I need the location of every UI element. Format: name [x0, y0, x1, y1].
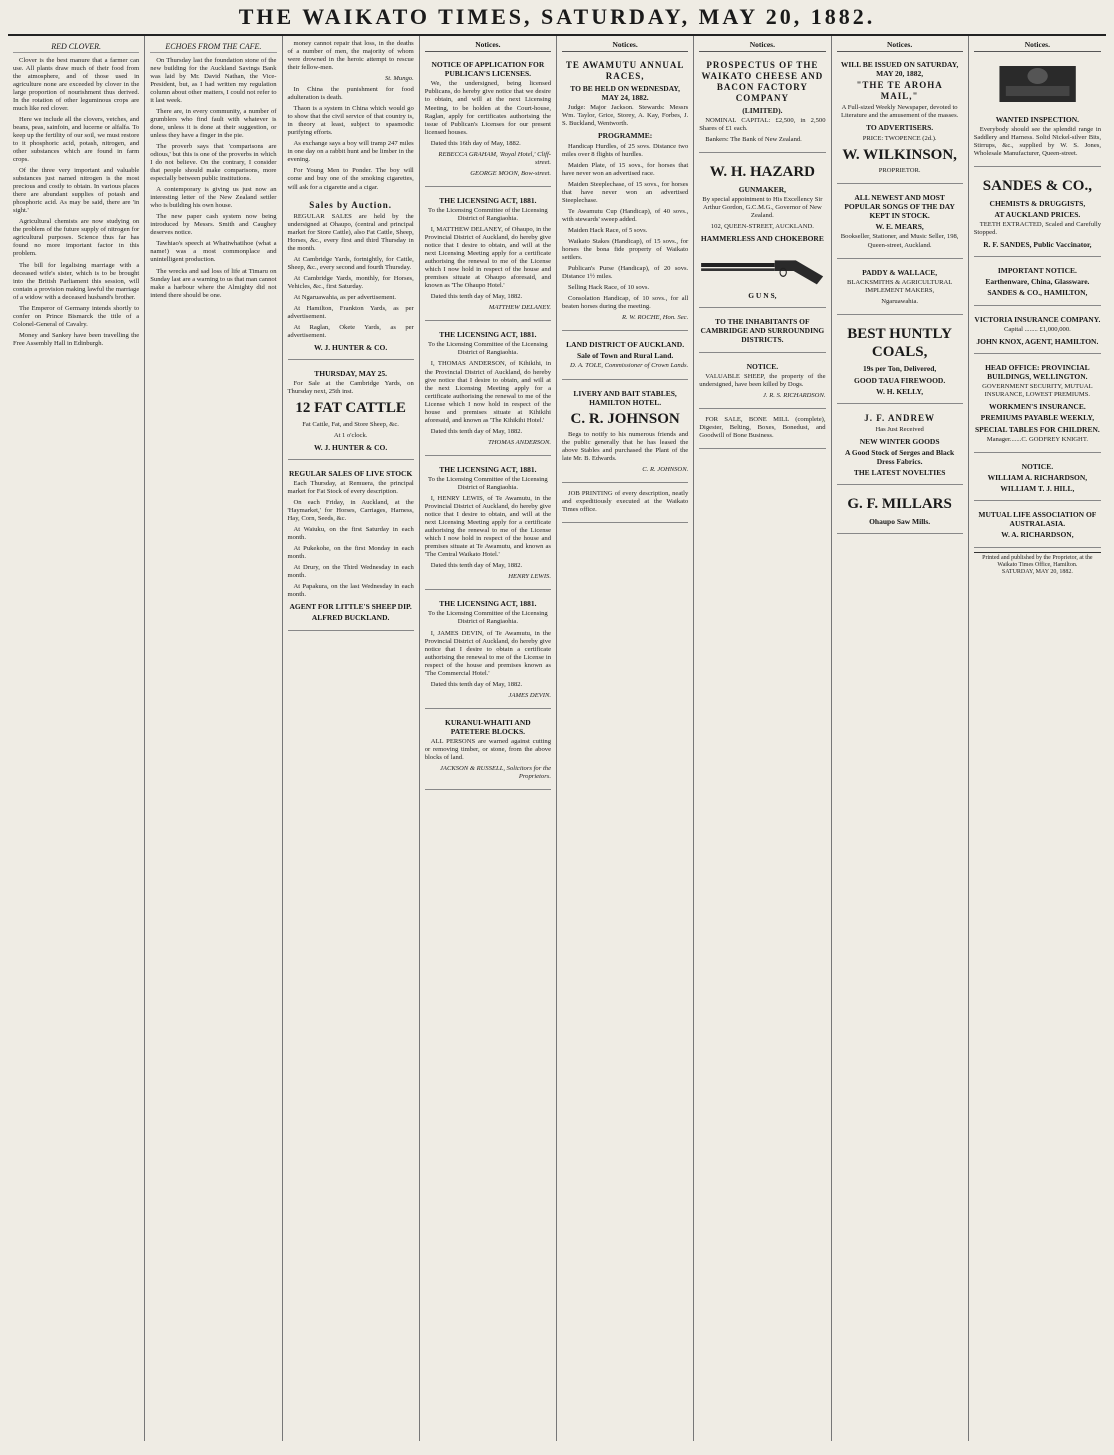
article-title: ECHOES FROM THE CAFE.: [150, 42, 276, 53]
column-1: [8, 36, 145, 1441]
advertiser-name: J. F. ANDREW: [864, 412, 935, 423]
drapery-ad: [837, 408, 963, 486]
address: 102, QUEEN-STREET, AUCKLAND.: [710, 222, 814, 230]
column-2: [145, 36, 282, 1441]
imprint-text: Printed and published by the Proprietor, at the Waikato Times Office, Hamilton.: [982, 554, 1093, 568]
column-heading: Notices.: [974, 40, 1101, 52]
section-heading: REGULAR SALES OF LIVE STOCK: [288, 468, 413, 478]
agent-notice: [974, 457, 1101, 501]
notice-subtitle: (LIMITED).: [742, 106, 783, 116]
advertiser-name: PADDY & WALLACE,: [862, 267, 938, 277]
paragraph: At Hamilton, Frankton Yards, as per advertisement.: [287, 304, 414, 320]
section-heading: Sales by Auction.: [309, 199, 392, 210]
coal-ad: [837, 319, 963, 404]
earthenware-ad: [974, 261, 1101, 305]
notice-title: THE LICENSING ACT, 1881.: [439, 599, 537, 609]
notice-title: VICTORIA INSURANCE COMPANY.: [974, 314, 1101, 324]
blacksmith-ad: [837, 263, 963, 315]
advertiser-name: R. F. SANDES, Public Vaccinator,: [983, 240, 1092, 250]
advertiser-name: W. A. RICHARDSON,: [1001, 530, 1074, 540]
paragraph: In China the punishment for food adulteration is death.: [287, 86, 414, 102]
advertiser-name: SANDES & CO.,: [982, 178, 1092, 195]
paragraph: Begs to notify to his numerous friends and the public generally that he has leased the above Stables and purchased the Plant of the late Mr. B. Edwards.: [562, 431, 689, 463]
notice-subtitle: A Good Stock of Serges and Black Dress Fabrics.: [845, 447, 955, 467]
notice-subtitle: HAMMERLESS AND CHOKEBORE: [700, 233, 824, 243]
notice-subtitle: SPECIAL TABLES FOR CHILDREN.: [974, 424, 1100, 434]
columns: [8, 36, 1106, 1441]
mutual-life-ad: [974, 505, 1101, 547]
paragraph: JOB PRINTING of every description, neatly and expeditiously executed at the Waikato Times office.: [562, 490, 689, 514]
paragraph: At Cambridge Yards, fortnightly, for Cattle, Sheep, &c., every second and fourth Thursday.: [287, 255, 414, 271]
notice-title: WANTED INSPECTION.: [995, 115, 1080, 125]
sale-ad: [288, 364, 414, 460]
auctioneer-name: ALFRED BUCKLAND.: [311, 613, 390, 623]
article-title: RED CLOVER.: [13, 42, 139, 53]
paragraph: Here we include all the clovers, vetches, and beans, peas, sainfoin, and lucerne or alfalfa. To keep up the fertility of our soil, we must restore to it phosphoric acid, potash, nitrogen, and other substances which are found in farm crops.: [13, 115, 140, 164]
column-heading: Notices.: [425, 40, 551, 52]
programme-heading: PROGRAMME:: [598, 131, 653, 141]
price: PRICE: TWOPENCE (2d.).: [862, 134, 937, 142]
notice-title: NOTICE OF APPLICATION FOR PUBLICAN'S LICENSES.: [431, 60, 545, 79]
paragraph: Dated this tenth day of May, 1882.: [430, 293, 523, 301]
saddlery-ad: [974, 110, 1101, 167]
paragraph: VALUABLE SHEEP, the property of the undersigned, have been killed by Dogs.: [699, 372, 826, 388]
notice-title: BEST HUNTLY COALS,: [847, 325, 952, 361]
saddlery-illustration: [974, 56, 1101, 106]
race-event: Maiden Steeplechase, of 15 sovs., for horses that have never won an advertised Steeplechase.: [562, 180, 689, 204]
paragraph: Judge: Major Jackson. Stewards: Messrs Wm. Taylor, Grice, Storey, A. Kay, Forbes, J. S. Buckland, Wentworth.: [562, 104, 689, 128]
gunmaker-ad: [699, 157, 825, 308]
advertiser-name: W. H. HAZARD: [709, 164, 816, 181]
inhabitants-notice: [699, 312, 825, 352]
paragraph: The proverb says that 'comparisons are odious,' but this is one of the proverbs in which I do not believe. On the contrary, I consider that people should make comparisons, more especially between public institutions.: [150, 143, 277, 183]
paragraph: FOR SALE, BONE MILL (complete), Digester, Belting, Boxes, Bonedust, and Goodwill of Bone Business.: [699, 415, 826, 439]
paragraph: We, the undersigned, being licensed Publicans, do hereby give notice that we desire to obtain, and will at the next Licensing Meeting, to be holden at the Court-house, Raglan, apply for certificates authorising the issue of Publican's Licenses for our present licensed houses.: [424, 80, 551, 136]
licensing-notice: [425, 594, 551, 708]
masthead: THE WAIKATO TIMES, SATURDAY, MAY 20, 1882.: [8, 0, 1106, 36]
notice-title: NOTICE.: [1021, 461, 1054, 471]
paragraph: TEETH EXTRACTED, Scaled and Carefully Stopped.: [973, 220, 1101, 237]
race-event: Publican's Purse (Handicap), of 20 sovs. Distance 1½ miles.: [562, 265, 689, 281]
insurance-ad: [974, 310, 1101, 354]
paragraph: At Raglan, Okete Yards, as per advertisement.: [287, 323, 414, 339]
publican-notice: [425, 55, 551, 187]
sheep-notice: [699, 357, 825, 409]
race-event: Consolation Handicap, of 10 sovs., for all beaten horses during the meeting.: [562, 295, 689, 311]
notice-subtitle: PREMIUMS PAYABLE WEEKLY,: [980, 413, 1095, 423]
notice-title: MUTUAL LIFE ASSOCIATION OF AUSTRALASIA.: [978, 510, 1097, 529]
paragraph: Thaon is a system in China which would go to show that the civil service of that country is, in theory at least, subject to spasmodic purifying efforts.: [287, 105, 414, 137]
paragraph: At Ngaruawahia, as per advertisement.: [293, 293, 397, 301]
notice-subtitle: GUNMAKER,: [738, 184, 787, 194]
paragraph: GOVERNMENT SECURITY, MUTUAL INSURANCE, LOWEST PREMIUMS.: [982, 383, 1093, 399]
column-heading: Notices.: [699, 40, 825, 52]
notice-title: ALL NEWEST AND MOST POPULAR SONGS OF THE DAY KEPT IN STOCK.: [844, 192, 955, 221]
paragraph: For Sale at the Cambridge Yards, on Thursday next, 25th inst.: [287, 380, 414, 396]
column-7: [832, 36, 969, 1441]
notice-subtitle: TO BE HELD ON WEDNESDAY, MAY 24, 1882.: [570, 84, 681, 103]
paragraph: The new paper cash system now being introduced by Messrs. Smith and Caughey deserves notice.: [150, 213, 277, 237]
notice-subtitle: TO ADVERTISERS.: [866, 123, 934, 133]
notice-subtitle: NEW WINTER GOODS: [859, 436, 940, 446]
notice-title: LAND DISTRICT OF AUCKLAND.: [566, 340, 685, 350]
paragraph: Money and Sankey have been travelling the Free Assembly Hall in Edinburgh.: [13, 331, 140, 347]
paragraph: BLACKSMITHS & AGRICULTURAL IMPLEMENT MAKERS,: [846, 278, 953, 294]
licensing-notice: [425, 191, 551, 322]
livestock-ad: [288, 464, 414, 631]
signature: MATTHEW DELANEY.: [488, 304, 551, 312]
paragraph: As exchange says a boy will tramp 247 miles in one day on a rabbit hunt and be limber in the evening.: [287, 140, 414, 164]
column-4: [420, 36, 557, 1441]
paragraph: Dated this tenth day of May, 1882.: [430, 680, 523, 688]
capital: Capital ........ £1,000,000.: [1003, 325, 1071, 333]
price: 19s per Ton, Delivered,: [862, 364, 937, 374]
notice-title: THE LICENSING ACT, 1881.: [439, 195, 537, 205]
paragraph: Dated this tenth day of May, 1882.: [430, 562, 523, 570]
chemist-ad: [974, 171, 1101, 257]
auctioneer-name: W. J. HUNTER & CO.: [313, 442, 388, 452]
advertiser-name: G. F. MILLARS: [847, 496, 952, 513]
sale-headline: 12 FAT CATTLE: [295, 400, 406, 417]
notice-title: THE LICENSING ACT, 1881.: [439, 330, 537, 340]
songs-ad: [837, 188, 963, 259]
advertiser-name: C. R. JOHNSON: [570, 410, 680, 427]
paragraph: A Full-sized Weekly Newspaper, devoted to Literature and the amusement of the masses.: [840, 104, 959, 120]
advertiser-name: JOHN KNOX, AGENT, HAMILTON.: [976, 336, 1099, 346]
paragraph: To the Licensing Committee of the Licensing District of Rangiaohia.: [428, 610, 548, 626]
paragraph: I, HENRY LEWIS, of Te Awamutu, in the Provincial District of Auckland, do hereby give notice that I desire to obtain, and will at the next Licensing Meeting apply for a certificate authorising the renewal to me of the License which I now hold in respect of the house and premises situate at Te Awamutu, and known as 'The Central Waikato Hotel.': [424, 495, 551, 559]
paragraph: Each Thursday, at Remuera, the principal market for Fat Stock of every description.: [287, 479, 414, 495]
notice-subtitle: GOOD TAUA FIREWOOD.: [854, 375, 946, 385]
notice-subtitle: WORKMEN'S INSURANCE.: [989, 402, 1086, 412]
paragraph: For Young Men to Ponder. The boy will come and buy one of the smoking cigarettes, will ask for a cigarette and a cigar.: [287, 167, 414, 191]
location: Ngaruawahia.: [881, 297, 919, 305]
column-heading: Notices.: [837, 40, 963, 52]
paragraph: Agricultural chemists are now studying on the problem of the future supply of nitrogen for agricultural purposes. Science thus far has found no more important factor in this problem.: [13, 218, 140, 258]
paragraph: I, JAMES DEVIN, of Te Awamutu, in the Provincial District of Auckland, do hereby give notice that I desire to obtain a certificate authorising the renewal to me of the License in respect of the house and premises known as 'The Commercial Hotel.': [424, 629, 551, 677]
paragraph: At Drury, on the Third Wednesday in each month.: [287, 564, 414, 580]
notice-title: TO THE INHABITANTS OF CAMBRIDGE AND SURROUNDING DISTRICTS.: [700, 317, 825, 345]
races-ad: [562, 55, 688, 331]
imprint: [974, 552, 1101, 577]
paragraph: At Pukekohe, on the first Monday in each month.: [287, 545, 414, 561]
advertiser-name: SANDES & CO., HAMILTON,: [987, 288, 1088, 298]
paragraph: The Emperor of Germany intends shortly to confer on Prince Bismarck the title of a Colonel-General of Cavalry.: [13, 304, 140, 328]
column-6: [694, 36, 831, 1441]
race-event: Maiden Hack Race, of 5 sovs.: [568, 226, 648, 234]
advertiser-name: WILLIAM A. RICHARDSON,: [987, 472, 1088, 482]
shotgun-illustration: [699, 247, 825, 287]
signature: J. R. S. RICHARDSON.: [763, 391, 826, 399]
paragraph: Fat Cattle, Fat, and Store Sheep, &c.: [302, 420, 399, 428]
livery-ad: [562, 384, 688, 484]
timber-ad: [837, 489, 963, 533]
race-event: Selling Hack Race, of 10 sovs.: [568, 284, 650, 292]
signature: R. W. ROCHE, Hon. Sec.: [622, 314, 689, 322]
paragraph: Tawhiao's speech at Whatiwhatihoe (what a name!) was a most commonplace and unintelligent production.: [150, 240, 277, 264]
timber-warning: [425, 713, 551, 790]
notice-title: HEAD OFFICE: PROVINCIAL BUILDINGS, WELLINGTON.: [985, 362, 1090, 382]
advertiser-name: W. E. MEARS,: [875, 222, 924, 232]
advertiser-name: W. H. KELLY,: [876, 386, 924, 396]
paragraph: Bankers: The Bank of New Zealand.: [705, 136, 802, 144]
notice-title: KURANUI-WHAITI AND PATETERE BLOCKS.: [445, 717, 531, 736]
paragraph: REGULAR SALES are held by the undersigned at Ohaupo, (central and principal market for Store Cattle), also Fat Cattle, Sheep, Horses, &c., every first and third Thursday in the month.: [287, 212, 414, 252]
paragraph: At Papakura, on the last Wednesday in each month.: [287, 583, 414, 599]
paragraph: To the Licensing Committee of the Licensing District of Rangiaohia.: [428, 206, 548, 222]
paragraph: Dated this 16th day of May, 1882.: [430, 139, 521, 147]
paragraph: A contemporary is giving us just now an interesting letter of the New Zealand settler who is building his own house.: [150, 186, 277, 210]
column-3: [283, 36, 420, 1441]
notice-title: NOTICE.: [746, 361, 779, 371]
paragraph: Has Just Received: [875, 425, 924, 433]
column-5: [557, 36, 694, 1441]
paragraph: By special appointment to His Excellency Sir Arthur Gordon, G.C.M.G., Governor of New Zealand.: [702, 195, 823, 219]
government-insurance-ad: [974, 358, 1101, 453]
race-event: Handicap Hurdles, of 25 sovs. Distance two miles over 8 flights of hurdles.: [562, 142, 689, 158]
paragraph: At Cambridge Yards, monthly, for Horses, Vehicles, &c., first Saturday.: [287, 274, 414, 290]
race-event: Maiden Plate, of 15 sovs., for horses that have never won an advertised race.: [562, 161, 689, 177]
paragraph: To the Licensing Committee of the Licensing District of Rangiaohia.: [428, 475, 548, 491]
licensing-notice: [425, 325, 551, 456]
signature: HENRY LEWIS.: [508, 573, 551, 581]
signature: St. Mungo.: [384, 75, 414, 83]
auction-ad: [288, 195, 414, 361]
newspaper-name: "THE TE AROHA MAIL,": [856, 80, 943, 102]
notice-title: LIVERY AND BAIT STABLES, HAMILTON HOTEL.: [573, 388, 677, 407]
sale-time: At 1 o'clock.: [333, 431, 368, 439]
paragraph: The bill for legalising marriage with a deceased wife's sister, which is to be brought into the British Parliament this session, will contain a provision making lawful the marriage of a widow with a deceased husband's brother.: [13, 261, 140, 301]
notice-subtitle: THE LATEST NOVELTIES: [853, 468, 946, 478]
te-aroha-ad: [837, 55, 963, 184]
notice-title: WILL BE ISSUED ON SATURDAY, MAY 20, 1882,: [840, 60, 959, 79]
signature: JACKSON & RUSSELL, Solicitors for the Proprietors.: [440, 765, 551, 781]
column-heading: Notices.: [562, 40, 688, 52]
notice-subtitle: G U N S,: [748, 290, 777, 300]
paragraph: On each Friday, in Auckland, at the 'Haymarket,' for Horses, Carriages, Harness, Hay, Corn, Seeds, &c.: [287, 498, 414, 523]
signature: GEORGE MOON, Bow-street.: [470, 169, 551, 177]
advertiser-name: WILLIAM T. J. HILL,: [1000, 484, 1075, 493]
section-heading: AGENT FOR LITTLE'S SHEEP DIP.: [289, 602, 412, 612]
notice-subtitle: AT AUCKLAND PRICES.: [994, 209, 1081, 219]
column-8: [969, 36, 1106, 1441]
paragraph: I, THOMAS ANDERSON, of Kihikihi, in the Provincial District of Auckland, do hereby give notice that I desire to obtain, and will at the next Licensing Meeting apply for a certificate authorising the renewal to me of the License which I now hold in respect of the house and premises situate at Kihikihi aforesaid, and known as 'The Kihikihi Hotel.': [424, 360, 551, 424]
race-event: Waikato Stakes (Handicap), of 15 sovs., for horses the bona fide property of Waikato settlers.: [562, 237, 689, 261]
location: Ohaupo Saw Mills.: [869, 516, 931, 526]
bone-mill-ad: [699, 413, 825, 449]
paragraph: On Thursday last the foundation stone of the new building for the Auckland Savings Bank was laid by Mr. David Nathan, the Vice-President, but, as I had written my regulation column about other matters, I could not refer to it last week.: [150, 56, 277, 104]
sale-date: THURSDAY, MAY 25.: [314, 369, 387, 379]
licensing-notice: [425, 460, 551, 591]
signature: D. A. TOLE, Commissioner of Crown Lands.: [570, 362, 689, 370]
race-event: Te Awamutu Cup (Handicap), of 40 sovs., with stewards' sweep added.: [562, 207, 689, 223]
notice-subtitle: CHEMISTS & DRUGGISTS,: [989, 198, 1086, 208]
paragraph: NOMINAL CAPITAL: £2,500, in 2,500 Shares of £1 each.: [699, 117, 826, 133]
signature: C. R. JOHNSON.: [642, 466, 689, 474]
signature: REBECCA GRAHAM, 'Royal Hotel,' Cliff-street.: [438, 150, 551, 166]
signature: JAMES DEVIN.: [508, 691, 551, 699]
paragraph: ALL PERSONS are warned against cutting or removing timber, or stone, from the above blocks of land.: [424, 738, 551, 762]
prospectus-ad: [699, 55, 825, 153]
paragraph: I, MATTHEW DELANEY, of Ohaupo, in the Provincial District of Auckland, do hereby give notice that I desire to obtain, and will at the next Licensing Meeting apply for a certificate authorising the renewal to me of the License which I now hold in respect of the house and premises situate at Ohaupo aforesaid, and known as 'The Ohaupo Hotel.': [424, 225, 551, 290]
notice-title: THE LICENSING ACT, 1881.: [439, 464, 537, 474]
signature: THOMAS ANDERSON.: [488, 438, 551, 446]
paragraph: There are, in every community, a number of grumblers who find fault with whatever is done, unless it is done at their suggestion, or unless they have a finger in the pie.: [150, 107, 277, 140]
imprint-date: SATURDAY, MAY 20, 1882.: [1001, 569, 1073, 576]
manager: Manager.......C. GODFREY KNIGHT.: [986, 435, 1089, 443]
paragraph: PROPRIETOR.: [878, 166, 921, 174]
notice-title: IMPORTANT NOTICE.: [997, 266, 1077, 276]
land-sale-ad: [562, 335, 688, 379]
notice-subtitle: Sale of Town and Rural Land.: [576, 351, 674, 361]
paragraph: At Waiuku, on the first Saturday in each month.: [287, 526, 414, 542]
paragraph: Everybody should see the splendid range in Saddlery and Harness. Solid Nickel-silver Bits, Stirrups, &c., supplied by W. S. Jones, Wholesale Manufacturer, Queen-street.: [973, 126, 1101, 158]
notice-title: PROSPECTUS OF THE WAIKATO CHEESE AND BACON FACTORY COMPANY: [701, 60, 824, 104]
notice-subtitle: Earthenware, China, Glassware.: [985, 277, 1090, 287]
notice-title: TE AWAMUTU ANNUAL RACES,: [565, 60, 685, 82]
printing-ad: [562, 487, 688, 523]
paragraph: Dated this tenth day of May, 1882.: [430, 427, 523, 435]
paragraph: Of the three very important and valuable substances just named nitrogen is the most precious and costly to obtain. In various places there are abundant supplies of potash and phosphoric acid. As may be said, there are 'in sight.': [13, 167, 140, 215]
advertiser-name: W. WILKINSON,: [842, 146, 957, 163]
paragraph: To the Licensing Committee of the Licensing District of Rangiaohia.: [428, 341, 548, 357]
auctioneer-name: W. J. HUNTER & CO.: [313, 342, 388, 352]
paragraph: The wrecks and sad loss of life at Timaru on Sunday last are a warning to us that man cannot make a harbour where the Almighty did not intend there should be one.: [150, 267, 277, 299]
paragraph: money cannot repair that loss, in the deaths of a number of men, the majority of whom were drowned in the heroic attempt to rescue their fellow-men.: [287, 40, 414, 72]
paragraph: Clover is the best manure that a farmer can use. All plants draw much of their food from the atmosphere, and of those used in agriculture none are exceeded by clover in the large proportion of nourishment thus derived. In the rotation of other leguminous crops are much like red clover.: [13, 56, 140, 112]
paragraph: Bookseller, Stationer, and Music Seller, 198, Queen-street, Auckland.: [840, 233, 959, 249]
